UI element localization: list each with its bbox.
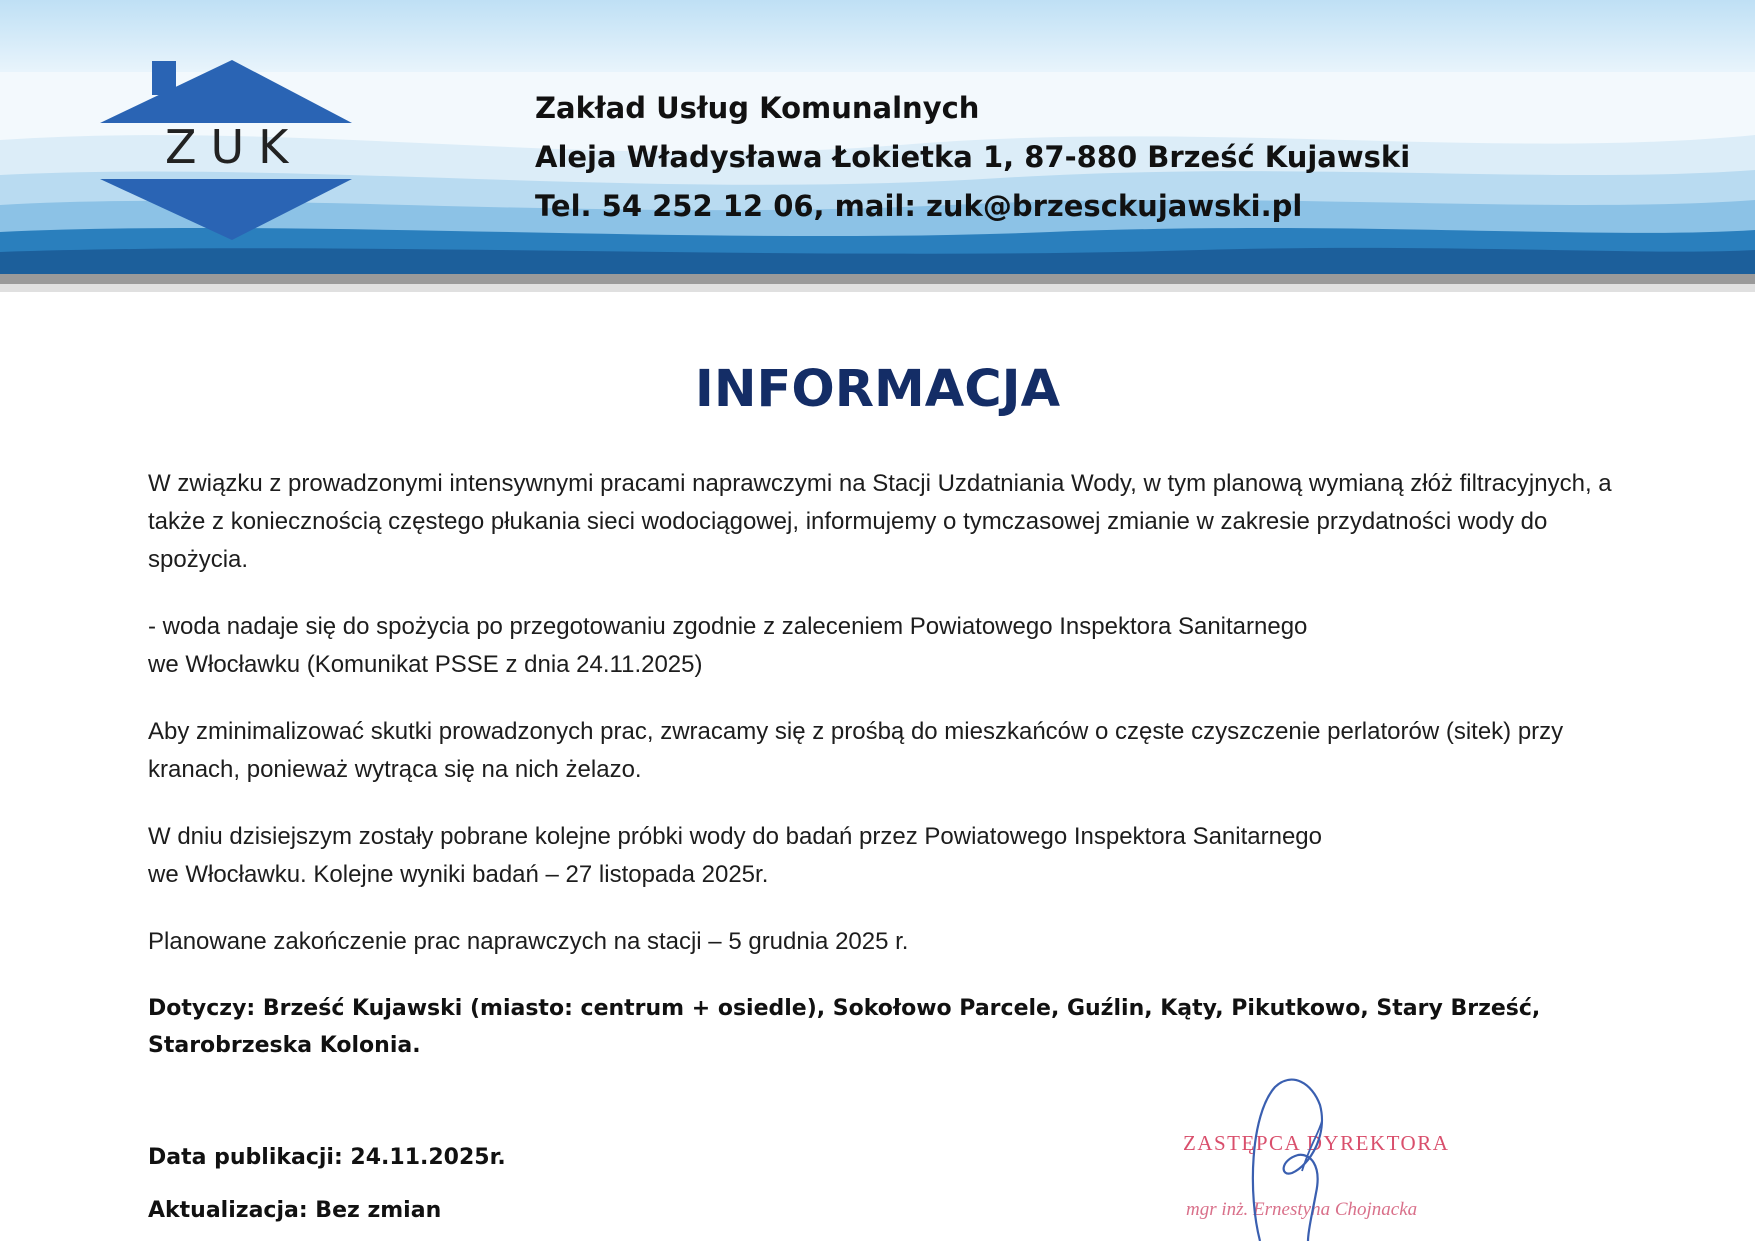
logo-text: ZUK [165,120,303,174]
paragraph-affected-areas: Dotyczy: Brześć Kujawski (miasto: centrum + osiedle), Sokołowo Parcele, Guźlin, Kąty, Pikutkowo, Stary Brześć, Starobrzeska Kolonia. [148,996,1541,1058]
letterhead [0,0,1755,292]
paragraph-water-advice [148,608,1618,684]
paragraph-intro: W związku z prowadzonymi intensywnymi pracami naprawczymi na Stacji Uzdatniania Wody, w tym planową wymianą złóż filtracyjnych, a także z koniecznością częstego płukania sieci wodociągowej, informujemy o tymczasowej zmianie w zakresie przydatności wody do spożycia. [148,470,1612,573]
paragraph-water-advice-line1: - woda nadaje się do spożycia po przegotowaniu zgodnie z zaleceniem Powiatowego Inspektora Sanitarnego [148,613,1308,640]
paragraph-aerators: Aby zminimalizować skutki prowadzonych prac, zwracamy się z prośbą do mieszkańców o częste czyszczenie perlatorów (sitek) przy kranach, ponieważ wytrąca się na nich żelazo. [148,718,1564,783]
company-info [535,84,1410,231]
svg-text:mgr inż. Ernestyna Chojnacka: mgr inż. Ernestyna Chojnacka [1186,1199,1418,1220]
paragraph-samples-line2: we Włocławku. Kolejne wyniki badań – 27 listopada 2025r. [148,861,769,888]
paragraph-samples-line1: W dniu dzisiejszym zostały pobrane kolejne próbki wody do badań przez Powiatowego Inspektora Sanitarnego [148,823,1322,850]
svg-text:ZASTĘPCA DYREKTORA: ZASTĘPCA DYREKTORA [1183,1131,1450,1155]
notice-body [148,465,1618,1093]
paragraph-completion: Planowane zakończenie prac naprawczych na stacji – 5 grudnia 2025 r. [148,928,909,955]
paragraph-samples [148,818,1618,894]
company-address: Aleja Władysława Łokietka 1, 87-880 Brześć Kujawski [535,140,1411,174]
publication-date: Data publikacji: 24.11.2025r. [148,1145,506,1170]
company-contact: Tel. 54 252 12 06, mail: zuk@brzesckujawski.pl [535,189,1303,223]
company-name: Zakład Usług Komunalnych [535,91,980,125]
signature-stamp [1180,1075,1470,1241]
update-status: Aktualizacja: Bez zmian [148,1198,442,1223]
page-title: INFORMACJA [694,360,1061,419]
paragraph-water-advice-line2: we Włocławku (Komunikat PSSE z dnia 24.11.2025) [148,651,703,678]
